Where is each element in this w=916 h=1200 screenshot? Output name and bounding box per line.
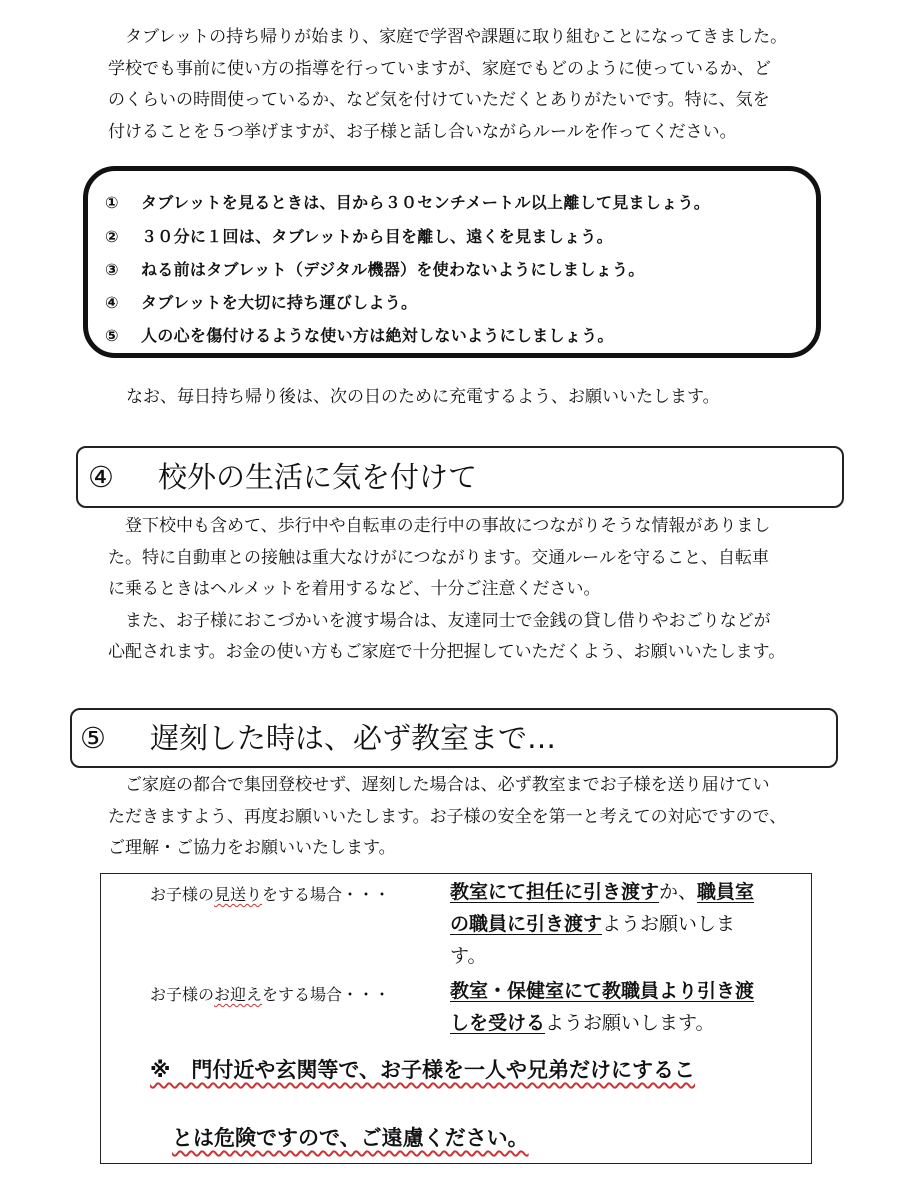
rule-item: ⑤ 人の心を傷付けるような使い方は絶対しないようにしましょう。 bbox=[105, 326, 614, 345]
intro-paragraph bbox=[108, 22, 848, 148]
sendoff-label: お子様の見送りをする場合・・・ bbox=[150, 885, 391, 904]
section-4-line: た。特に自動車との接触は重大なけがにつながります。交通ルールを守ること、自転車 bbox=[108, 547, 769, 568]
intro-line: タブレットの持ち帰りが始まり、家庭で学習や課題に取り組むことになってきました。 bbox=[108, 27, 788, 47]
section-5-heading: ⑤ 遅刻した時は、必ず教室まで… bbox=[80, 721, 557, 755]
section-5-body bbox=[108, 770, 848, 865]
pickup-label: お子様のお迎えをする場合・・・ bbox=[150, 985, 391, 1004]
pickup-instruction-line: 教室・保健室にて教職員より引き渡 bbox=[450, 980, 755, 1002]
rule-item: ② ３０分に１回は、タブレットから目を離し、遠くを見ましょう。 bbox=[105, 227, 613, 246]
intro-line: 付けることを５つ挙げますが、お子様と話し合いながらルールを作ってください。 bbox=[108, 121, 737, 142]
section-4-line: また、お子様におこづかいを渡す場合は、友達同士で金銭の貸し借りやおごりなどが bbox=[108, 610, 771, 631]
charge-note: なお、毎日持ち帰り後は、次の日のために充電するよう、お願いいたします。 bbox=[126, 387, 720, 407]
section-4-body bbox=[108, 511, 848, 669]
sendoff-instruction-line: の職員に引き渡すようお願いしま bbox=[450, 913, 736, 935]
pickup-instruction-line: しを受けるようお願いします。 bbox=[450, 1012, 715, 1034]
intro-line: のくらいの時間使っているか、など気を付けていただくとありがたいです。特に、気を bbox=[108, 90, 770, 110]
rule-item: ③ ねる前はタブレット（デジタル機器）を使わないようにしましょう。 bbox=[105, 260, 645, 279]
intro-line: 学校でも事前に使い方の指導を行っていますが、家庭でもどのように使っているか、ど bbox=[108, 58, 771, 79]
rule-item: ① タブレットを見るときは、目から３０センチメートル以上離して見ましょう。 bbox=[105, 193, 711, 212]
section-5-line: ご理解・ご協力をお願いいたします。 bbox=[108, 838, 396, 858]
warning-line: ※ 門付近や玄関等で、お子様を一人や兄弟だけにするこ bbox=[150, 1058, 695, 1082]
section-4-heading: ④ 校外の生活に気を付けて bbox=[88, 460, 478, 494]
rule-item: ④ タブレットを大切に持ち運びしよう。 bbox=[105, 293, 418, 312]
section-5-line: ただきますよう、再度お願いいたします。お子様の安全を第一と考えての対応ですので、 bbox=[108, 806, 787, 827]
sendoff-instruction-line: 教室にて担任に引き渡すか、職員室 bbox=[450, 881, 755, 903]
section-5-line: ご家庭の都合で集団登校せず、遅刻した場合は、必ず教室までお子様を送り届けてい bbox=[108, 775, 770, 795]
section-4-line: 登下校中も含めて、歩行中や自転車の走行中の事故につながりそうな情報がありまし bbox=[108, 516, 771, 536]
section-4-line: 心配されます。お金の使い方もご家庭で十分把握していただくよう、お願いいたします。 bbox=[108, 642, 786, 662]
section-4-line: に乗るときはヘルメットを着用するなど、十分ご注意ください。 bbox=[108, 579, 601, 599]
warning-line: とは危険ですので、ご遠慮ください。 bbox=[172, 1126, 529, 1150]
sendoff-instruction-line: す。 bbox=[450, 945, 487, 967]
